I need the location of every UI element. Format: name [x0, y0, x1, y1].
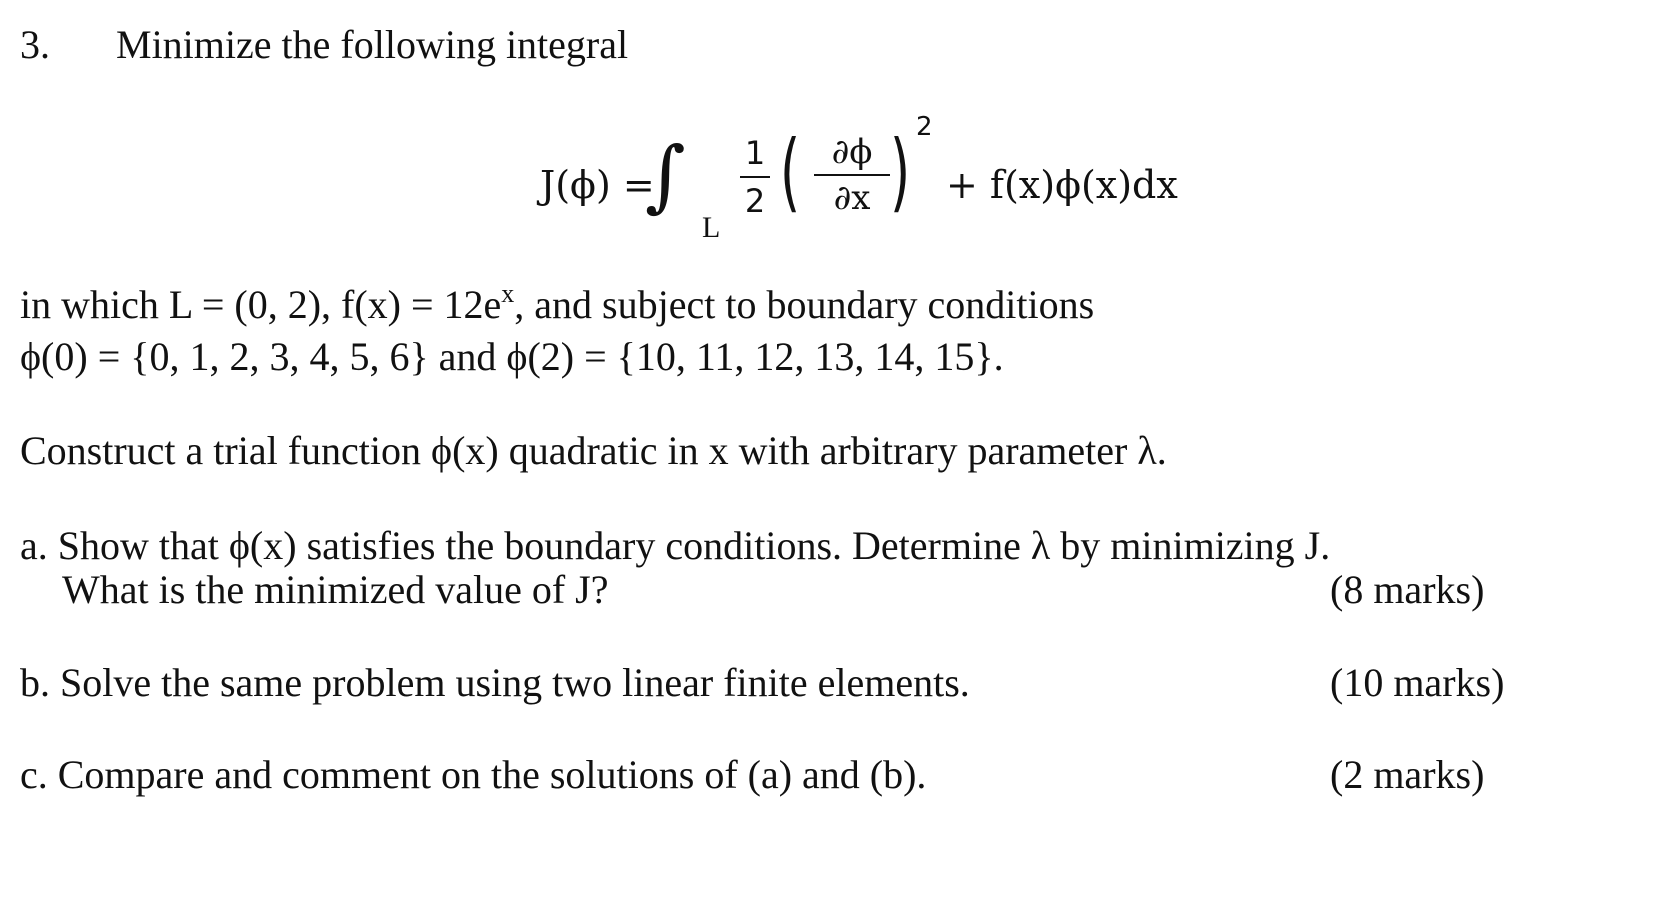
trial-function-instruction: Construct a trial function ϕ(x) quadratic in x with arbitrary parameter λ. — [20, 428, 1167, 473]
fraction-bar — [740, 176, 770, 178]
part-a-line1: a. Show that ϕ(x) satisfies the boundary conditions. Determine λ by minimizing J. — [20, 523, 1331, 568]
part-b-marks: (10 marks) — [1330, 660, 1505, 705]
exponent-x: x — [501, 279, 515, 308]
right-paren: ) — [890, 122, 911, 222]
question-number: 3. — [20, 22, 50, 67]
boundary-intro-text: , and subject to boundary conditions — [514, 282, 1095, 327]
boundary-conditions-line: ϕ(0) = {0, 1, 2, 3, 4, 5, 6} and ϕ(2) = {10, 11, 12, 13, 14, 15}. — [20, 334, 1004, 379]
integral-equation — [540, 112, 1200, 258]
left-paren: ( — [780, 122, 801, 222]
squared-exponent: 2 — [916, 112, 933, 142]
question-title: Minimize the following integral — [116, 22, 629, 67]
integral-domain-subscript: L — [702, 211, 721, 244]
equation-lhs: J(ϕ) = — [540, 163, 655, 207]
equation-rhs: + f(x)ϕ(x)dx — [946, 163, 1178, 207]
derivative-fraction — [812, 132, 892, 218]
domain-text: in which L = (0, 2), f(x) = 12e — [20, 282, 502, 327]
derivative-denominator: ∂x — [833, 178, 871, 218]
part-c-marks: (2 marks) — [1330, 752, 1485, 797]
half-numerator: 1 — [744, 134, 766, 172]
half-fraction — [738, 134, 772, 220]
part-a-marks: (8 marks) — [1330, 567, 1485, 612]
integral-sign: ∫ — [645, 131, 686, 221]
fraction-bar — [814, 174, 890, 176]
derivative-numerator: ∂ϕ — [831, 132, 873, 172]
part-a-line2: What is the minimized value of J? — [62, 567, 609, 612]
domain-conditions-line — [20, 279, 1095, 333]
half-denominator: 2 — [744, 182, 766, 220]
part-b-text: b. Solve the same problem using two linear finite elements. — [20, 660, 970, 705]
part-c-text: c. Compare and comment on the solutions of (a) and (b). — [20, 752, 927, 797]
